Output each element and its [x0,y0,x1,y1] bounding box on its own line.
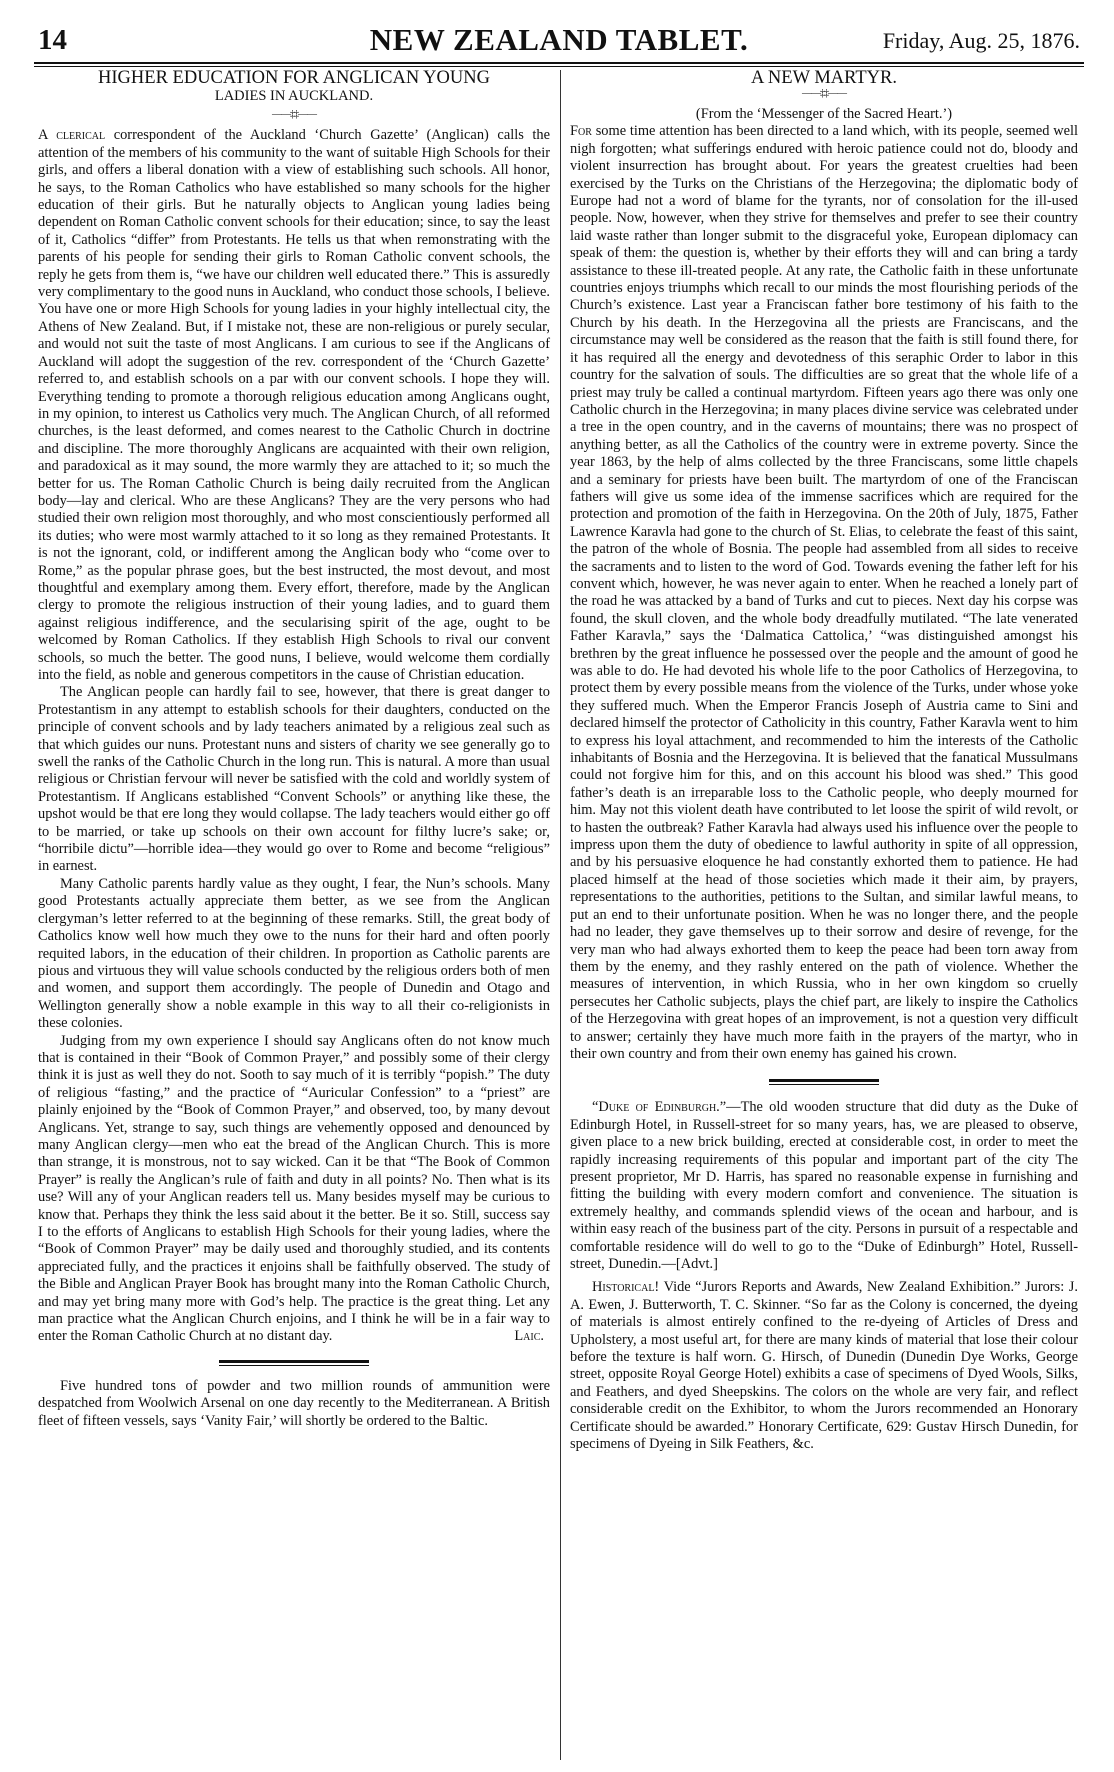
notice-lead: Historical! [592,1279,660,1296]
notice-lead: “Duke of Edinburgh.” [592,1099,727,1116]
article-paragraph: Many Catholic parents hardly value as they ought, I fear, the Nun’s schools. Many good Protestants actually appreciate them better, as we see from the Anglican clergyman’s letter referred to at the beginning of these remarks. Still, the great body of Catholics know well how much they owe to the nuns for their hard and often poorly requited labors, in the education of their children. In proportion as Catholic parents are pious and virtuous they will value schools conducted by the religious orders both of men and women, and support them accordingly. The people of Dunedin and Otago and Wellington generally show a noble example in this way to all their co-religionists in these colonies. [38,875,550,1032]
notice-historical: Historical! Vide “Jurors Reports and Awards, New Zealand Exhibition.” Jurors: J. A. Ewen, J. Butterworth, T. C. Skinner. “So far as the Colony is concerned, the dyeing of materials is almost entirely confined to the re-dyeing of Articles of Dress and Upholstery, a most useful art, for there are many kinds of material that lose their colour before the texture is half worn. G. Hirsch, of Dunedin (Dunedin Dye Works, George street, opposite Royal George Hotel) exhibits a case of specimens of Dyed Wools, Silks, and Feathers, and dyed Sheepskins. The colors on the whole are very fair, and reflect considerable credit on the Exhibitor, to whom the Jurors recommended an Honorary Certificate should be awarded.” Honorary Certificate, 629: Gustav Hirsch Dunedin, for specimens of Dyeing in Silk Feathers, &c. [570,1279,1078,1453]
article-higher-education [38,68,550,1346]
article-paragraph: A clerical correspondent of the Auckland ‘Church Gazette’ (Anglican) calls the attention of the members of his community to the want of suitable High Schools for their girls, and offers a liberal donation with a view of establishing such schools. All honor, he says, to the Roman Catholics who have established so many schools for the higher education of their girls. But he naturally objects to Anglican young ladies being dependent on Roman Catholic convent schools for their education; since, to say the least of it, Catholics “differ” from Protestants. He tells us that when remonstrating with the parents of his people for sending their girls to Roman Catholic convent schools, the reply he gets from them is, “we have our children well educated there.” This is assuredly very complimentary to the good nuns in Auckland, who conduct those schools, I believe. You have one or more High Schools for young ladies in your highly intellectual city, the Athens of New Zealand. But, if I mistake not, these are non-religious or purely secular, and would not suit the taste of most Anglicans. I am curious to see if the Anglicans of Auckland will adopt the suggestion of the rev. correspondent of the ‘Church Gazette’ referred to, and establish schools on a par with our convent schools. I hope they will. Everything tending to promote a thorough religious education among Anglicans ought, in my opinion, to interest us Catholics very much. The Anglican Church, of all reformed churches, is the least deformed, and comes nearest to the Catholic Church in doctrine and discipline. The more thoroughly Anglicans are acquainted with their own religion, and paradoxical as it may sound, the more warmly they are attached to it; so much the better for us. The Roman Catholic Church is being daily recruited from the Anglican body—lay and clerical. Who are these Anglicans? They are the very persons who had studied their own religion most thoroughly, and who most conscientiously performed all its duties; who were most warmly attached to it so long as they remained Protestants. It is not the ignorant, cold, or indifferent among the Anglican body who “come over to Rome,” as the popular phrase goes, but the best instructed, the most devout, and most thoughtful and exemplary among them. Every effort, therefore, made by the Anglican clergy to promote the religious instruction of their young ladies, and to guard them against religious indifference, and the secularising spirit of the age, ought to be welcomed by Roman Catholics. If they establish High Schools to rival our convent schools, so much the better. The good nuns, I believe, would welcome them cordially into the field, as noble and generous competitors in the cause of Christian education. [38,127,550,683]
brief-woolwich: Five hundred tons of powder and two million rounds of ammunition were despatched from Woolwich Arsenal on one day recently to the Mediterranean. A British fleet of fifteen vessels, says ‘Vanity Fair,’ will shortly be ordered to the Baltic. [38,1377,550,1429]
article-paragraph: The Anglican people can hardly fail to see, however, that there is great danger to Protestantism in any attempt to establish schools for their daughters, conducted on the principle of convent schools and by lady teachers animated by a religious zeal such as that which guides our nuns. Protestant nuns and sisters of charity we see generally go to swell the ranks of the Catholic Church in the long run. This is natural. A more than usual religious or Christian fervour will never be satisfied with the cold and worldly system of Protestantism. If Anglicans established “Convent Schools” or anything like these, the upshot would be that ere long they would collapse. The lady teachers would either go off to be married, or take up schools on their own account for filthy lucre’s sake; or, “horribile dictu”—horrible idea—they would go over to Rome and become “religious” in earnest. [38,684,550,875]
article-source: (From the ‘Messenger of the Sacred Heart.’) [695,106,953,122]
issue-date: Friday, Aug. 25, 1876. [882,28,1080,53]
notice-duke-of-edinburgh: “Duke of Edinburgh.”—The old wooden structure that did duty as the Duke of Edinburgh Hotel, in Russell-street for so many years, has, we are pleased to observe, given place to a new brick building, erected at considerable cost, in order to meet the rapidly increasing requirements of this popular and important part of the city The present proprietor, Mr D. Harris, has spared no reasonable expense in furnishing and fitting the building with every modern comfort and convenience. The situation is extremely healthy, and commands splendid views of the ocean and harbour, and is within easy reach of the business part of the city. Persons in pursuit of a respectable and comfortable residence will do well to go to the “Duke of Edinburgh” Hotel, Russell-street, Dunedin.—[Advt.] [570,1099,1078,1272]
article-paragraph: Judging from my own experience I should say Anglicans often do not know much that is contained in their “Book of Common Prayer,” and possibly some of their clergy think it is just as well they do not. Sooth to say much of it is terribly “popish.” The duty of religious “fasting,” and the practice of “Auricular Confession” to a “priest” are plainly enjoined by the “Book of Common Prayer,” and observed, too, by many devout Anglicans. Yet, strange to say, such things are vehemently opposed and denounced by many Anglican clergy—men who eat the bread of the Anglican Church. This is more than strange, it is monstrous, not to say wicked. Can it be that “The Book of Common Prayer” is really the Anglican’s rule of faith and duty in all points? No. Then what is its use? Will any of your Anglican readers tell us. Many besides myself may be curious to know that. Perhaps they think the less said about it the better. Be it so. Still, success say I to the efforts of Anglicans to establish High Schools for their young ladies, where the “Book of Common Prayer” may be daily used and thoroughly studied, and its contents appreciated fully, and the practices it enjoins shall be faithfully observed. The study of the Bible and Anglican Prayer Book has brought many into the Roman Catholic Church, and may yet bring many more with God’s help. The practice is the great thing. Let any man practice what the Anglican Church enjoins, and I think he will be in a fair way to enter the Roman Catholic Church at no distant day. Laic. [38,1032,550,1345]
column-divider [560,70,561,1760]
page-number: 14 [38,24,67,56]
section-divider [769,1079,879,1085]
article-subtitle: LADIES IN AUCKLAND. [214,88,374,104]
lead-in: For [570,123,592,140]
lead-in: A clerical [38,127,106,144]
left-column [38,68,550,1430]
section-divider [219,1360,369,1366]
article-new-martyr [570,68,1078,1063]
ornament: ——‡‡—— [802,88,846,99]
masthead-rule [34,62,1084,67]
article-title: A NEW MARTYR. [750,68,898,88]
article-title: HIGHER EDUCATION FOR ANGLICAN YOUNG [98,68,490,88]
paper-title: NEW ZEALAND TABLET. [369,22,749,57]
right-column [570,68,1078,1453]
article-paragraph: For some time attention has been directed to a land which, with its people, seemed well nigh forgotten; what sufferings endured with heroic patience could not do, bloody and violent insurrection has brought about. For years the greatest cruelties had been exercised by the Turks on the Christians of the Herzegovina; the diplomatic body of Europe had not a word of blame for the tyrants, nor of consolation for the ill-used people. Now, however, when they strive for themselves and prefer to see their country laid waste rather than longer submit to the disgraceful yoke, European diplomacy can speak of them: the question is, whether by their efforts they will and can bring a tardy assistance to these ill-treated people. At any rate, the Catholic faith in these unfortunate countries enjoys triumphs which recall to our minds the most flourishing periods of the Church’s existence. Last year a Franciscan father bore testimony of his faith to the Church by his death. In the Herzegovina all the priests are Franciscans, and the circumstance may well be considered as the reason that the faith is still found there, for it has required all the energy and devotedness of this seraphic Order to labor in this country for the salvation of souls. The difficulties are so great that the whole life of a priest may truly be called a continual martyrdom. Fifteen years ago there was only one Catholic church in the Herzegovina; in many places divine service was celebrated under a tree in the open country, and in the caverns of mountains; there was no prospect of anything better, as all the Catholics of the country were in extreme poverty. Since the year 1863, by the help of alms collected by the three Franciscans, some little chapels and a seminary for priests have been built. The martyrdom of one of the Franciscan fathers will give us some idea of the immense sacrifices which are required for the protection and promotion of the faith in Herzegovina. On the 20th of July, 1875, Father Lawrence Karavla had gone to the church of St. Elias, to celebrate the feast of this saint, the patron of the whole of Bosnia. The people had assembled from all sides to receive the sacraments and to listen to the word of God. Towards evening the father left for his convent which, however, he was never again to enter. When he reached a lonely part of the road he was attacked by a band of Turks and cut to pieces. Next day his corpse was found, the skull cloven, and the whole body dreadfully mutilated. “The late venerated Father Karavla,” says the ‘Dalmatica Cattolica,’ “was distinguished amongst his brethren by the great influence he possessed over the people and the amount of good he was able to do. He had devoted his whole life to the poor Catholics of Herzegovina, to protect them by every possible means from the violence of the Turks, under whose yoke they suffered much. When the Emperor Francis Joseph of Austria came to Sini and declared himself the protector of Catholicity in this country, Father Karavla went to him to express his loyal attachment, and recommended to him the interests of the Catholic inhabitants of Bosnia and the Herzegovina. It is believed that the fanatical Mussulmans could not forgive him for this, and on this account his blood was shed.” This good father’s death is an irreparable loss to the Catholic people, who deeply mourned for him. May not this violent death have contributed to let loose the spirit of wild revolt, or to hasten the outbreak? Father Karavla had always used his influence over the people to impress upon them the duty of obedience to lawful authority in spite of all oppression, and by his persuasive eloquence he had constantly exhorted them to patience. He had placed himself at the head of those societies which made it their aim, by prayers, representations to the authorities, petitions to the Sultan, and similar lawful means, to put an end to their unfortunate position. When he was no longer there, and the people had no leader, they gave themselves up to their sorrow and desire of revenge, for the very man who had always exhorted them to keep the peace had been torn away from them by the enemy, and they rashly entered on the path of violence. Whether the measures of intervention, in which Russia, who in her own kingdom so cruelly persecutes her Catholic subjects, plays the chief part, are likely to inspire the Catholics of the Herzegovina with great hopes of an improvement, is not a question very difficult to answer; certainly they have much more faith in the prayers of the martyr, who in their own country and from their own enemy has gained his crown. [570,123,1078,1062]
signature: Laic. [514,1328,544,1345]
ornament: ——‡‡—— [272,109,316,121]
